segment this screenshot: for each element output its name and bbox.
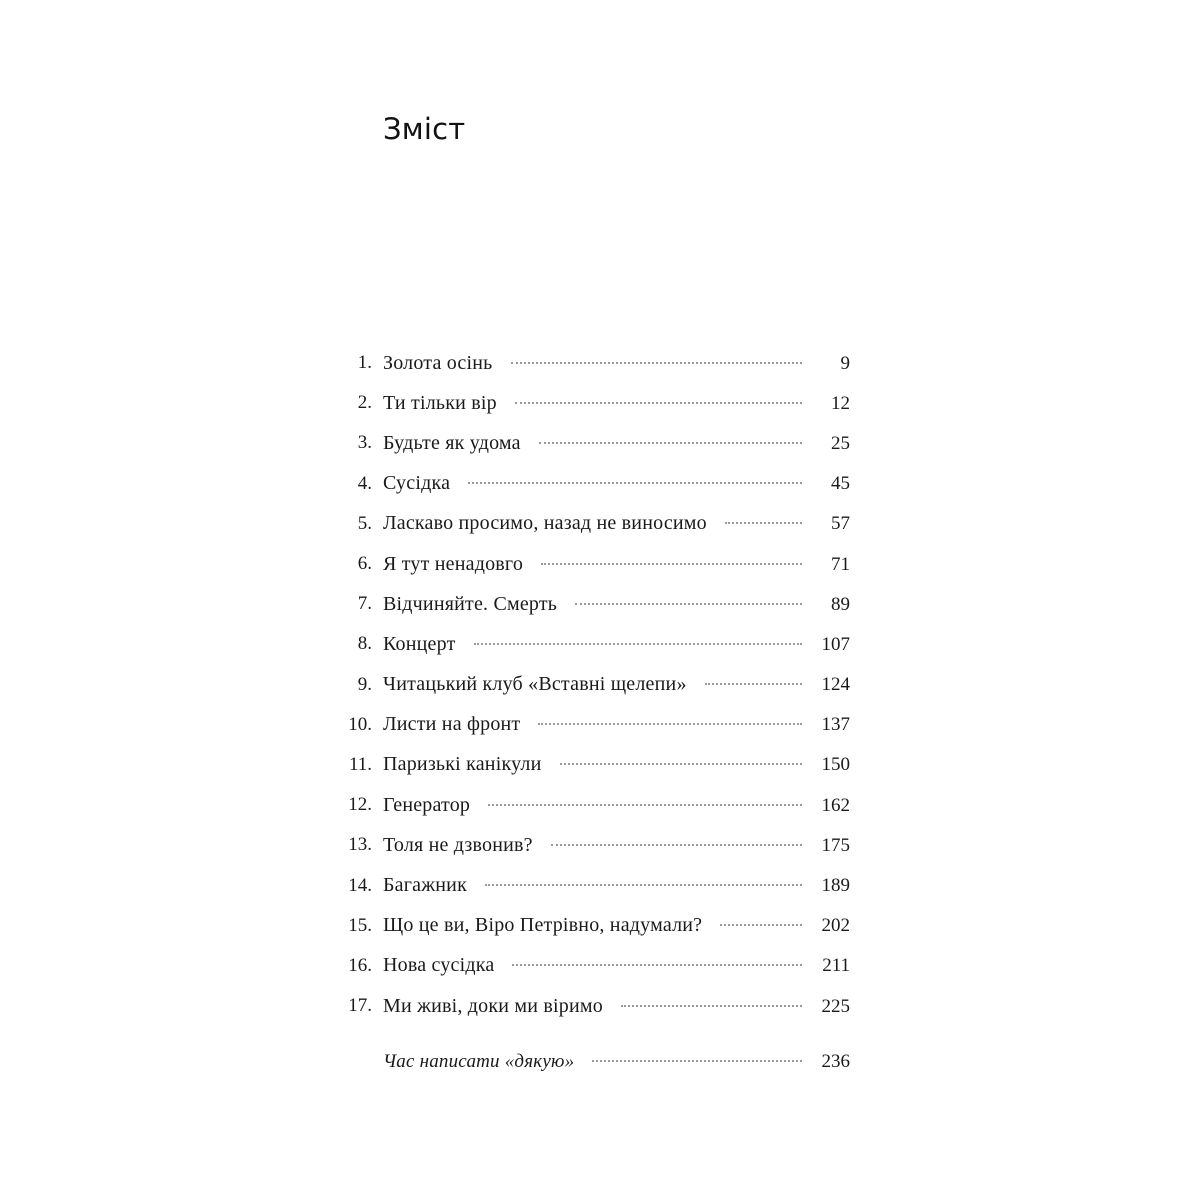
chapter-page-number: 225 <box>821 995 850 1017</box>
toc-entry-line <box>383 834 850 857</box>
dot-leader <box>575 603 802 605</box>
toc-entry-line <box>383 954 850 977</box>
chapter-number: 1. <box>357 352 372 374</box>
chapter-title: Ми живі, доки ми віримо <box>383 994 603 1017</box>
toc-entry-line <box>383 753 850 776</box>
dot-leader <box>512 964 802 966</box>
toc-entry-line <box>383 673 850 696</box>
chapter-page-number: 150 <box>821 754 850 776</box>
toc-entry <box>0 986 1200 1026</box>
toc-afterword <box>383 1051 850 1073</box>
toc-entry-line <box>383 392 850 415</box>
toc-entry <box>0 544 1200 584</box>
toc-entry-line <box>383 352 850 375</box>
chapter-number: 15. <box>348 914 372 936</box>
toc-entry-line <box>383 995 850 1018</box>
chapter-page-number: 12 <box>831 392 850 414</box>
toc-entry-line <box>383 512 850 535</box>
dot-leader <box>560 763 802 765</box>
chapter-page-number: 189 <box>821 875 850 897</box>
toc-entry <box>0 906 1200 946</box>
toc-entry <box>0 705 1200 745</box>
chapter-page-number: 57 <box>831 513 850 535</box>
chapter-page-number: 45 <box>831 473 850 495</box>
chapter-page-number: 137 <box>821 714 850 736</box>
dot-leader <box>551 844 802 846</box>
chapter-page-number: 71 <box>831 553 850 575</box>
chapter-number: 14. <box>348 874 372 896</box>
chapter-title: Я тут ненадовго <box>383 552 524 575</box>
chapter-title: Нова сусідка <box>383 954 495 977</box>
chapter-title: Концерт <box>383 632 456 655</box>
dot-leader <box>488 804 802 806</box>
toc-entry <box>0 423 1200 463</box>
chapter-page-number: 211 <box>822 955 850 977</box>
toc-entry <box>0 745 1200 785</box>
chapter-title: Будьте як удома <box>383 431 521 454</box>
chapter-number: 13. <box>348 834 372 856</box>
toc-entry-line <box>383 633 850 656</box>
toc-entry <box>0 865 1200 905</box>
chapter-number: 8. <box>357 633 372 655</box>
toc-entry <box>0 504 1200 544</box>
toc-entry-line <box>383 874 850 897</box>
chapter-page-number: 202 <box>821 915 850 937</box>
toc-entry <box>0 665 1200 705</box>
chapter-title: Ласкаво просимо, назад не виносимо <box>383 512 707 535</box>
toc-entry-line <box>383 593 850 616</box>
toc-entry-line <box>383 472 850 495</box>
dot-leader <box>705 683 802 685</box>
dot-leader <box>468 482 802 484</box>
chapter-title: Читацький клуб «Вставні щелепи» <box>383 673 687 696</box>
toc-entry-line <box>383 432 850 455</box>
chapter-title: Відчиняйте. Смерть <box>383 592 558 615</box>
chapter-title: Що це ви, Віро Петрівно, надумали? <box>383 914 703 937</box>
chapter-number: 10. <box>348 713 372 735</box>
chapter-title: Толя не дзвонив? <box>383 833 533 856</box>
toc-entry-line <box>383 794 850 817</box>
toc-entry <box>0 464 1200 504</box>
chapter-number: 6. <box>357 553 372 575</box>
toc-list <box>0 343 1200 1026</box>
chapter-number: 11. <box>348 753 372 775</box>
chapter-title: Генератор <box>383 793 471 816</box>
dot-leader <box>538 723 802 725</box>
chapter-title: Листи на фронт <box>383 713 521 736</box>
dot-leader <box>511 362 803 364</box>
toc-entry <box>0 946 1200 986</box>
chapter-number: 2. <box>357 392 372 414</box>
chapter-number: 16. <box>348 954 372 976</box>
chapter-title: Ти тільки вір <box>383 391 497 414</box>
dot-leader <box>592 1060 802 1062</box>
chapter-number: 12. <box>348 794 372 816</box>
dot-leader <box>720 924 802 926</box>
chapter-title: Сусідка <box>383 472 451 495</box>
chapter-number: 4. <box>357 472 372 494</box>
chapter-page-number: 124 <box>821 674 850 696</box>
toc-entry-line <box>383 914 850 937</box>
toc-entry <box>0 624 1200 664</box>
chapter-title: Паризькі канікули <box>383 753 542 776</box>
chapter-page-number: 89 <box>831 593 850 615</box>
chapter-number: 9. <box>357 673 372 695</box>
chapter-number: 5. <box>357 512 372 534</box>
chapter-number: 17. <box>348 995 372 1017</box>
chapter-page-number: 25 <box>831 432 850 454</box>
chapter-page-number: 162 <box>821 794 850 816</box>
toc-entry <box>0 825 1200 865</box>
dot-leader <box>621 1005 802 1007</box>
chapter-title: Золота осінь <box>383 351 493 374</box>
dot-leader <box>515 402 802 404</box>
toc-entry-line <box>383 713 850 736</box>
toc-entry <box>0 383 1200 423</box>
toc-entry-line <box>383 553 850 576</box>
toc-entry <box>0 343 1200 383</box>
dot-leader <box>539 442 802 444</box>
chapter-page-number: 175 <box>821 834 850 856</box>
chapter-number: 7. <box>357 593 372 615</box>
toc-entry <box>0 785 1200 825</box>
chapter-page-number: 9 <box>840 352 850 374</box>
afterword-title: Час написати «дякую» <box>383 1051 575 1072</box>
toc-entry <box>0 584 1200 624</box>
afterword-page-number: 236 <box>821 1051 850 1072</box>
chapter-number: 3. <box>357 432 372 454</box>
dot-leader <box>725 522 802 524</box>
dot-leader <box>474 643 802 645</box>
dot-leader <box>485 884 802 886</box>
dot-leader <box>541 563 802 565</box>
chapter-title: Багажник <box>383 874 467 897</box>
page-title: Зміст <box>383 112 466 146</box>
chapter-page-number: 107 <box>821 633 850 655</box>
